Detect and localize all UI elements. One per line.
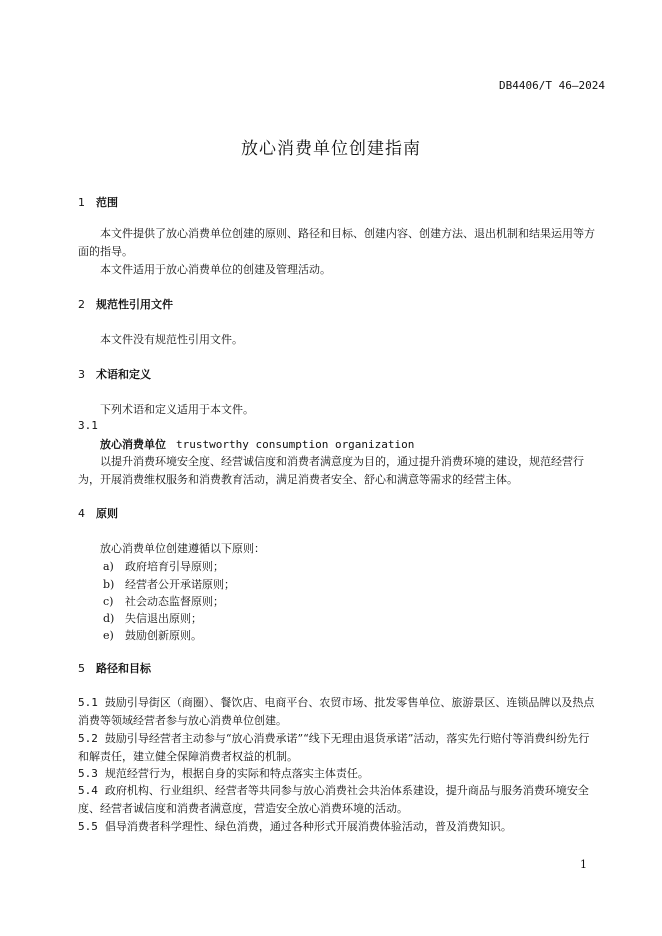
section-2-heading	[78, 296, 173, 312]
section-number: 1	[78, 196, 85, 209]
list-text: 失信退出原则；	[125, 612, 202, 625]
clause-text: 规范经营行为，根据自身的实际和特点落实主体责任。	[104, 767, 369, 780]
clause-number: 5.2	[78, 732, 98, 745]
section-number: 2	[78, 298, 85, 311]
list-text: 经营者公开承诺原则；	[125, 578, 235, 591]
clause-5-5	[78, 818, 600, 836]
term-definition: 以提升消费环境安全度、经营诚信度和消费者满意度为目的，通过提升消费环境的建设，规范经营行为，开展消费维权服务和消费教育活动，满足消费者安全、舒心和满意等需求的经营主体。	[78, 455, 584, 486]
section-3-heading	[78, 366, 151, 382]
list-label: b)	[103, 578, 115, 591]
clause-number: 5.4	[78, 784, 98, 797]
page-number: 1	[580, 858, 587, 871]
list-text: 鼓励创新原则。	[125, 629, 202, 642]
scope-paragraph-2: 本文件适用于放心消费单位的创建及管理活动。	[100, 263, 331, 276]
terms-intro: 下列术语和定义适用于本文件。	[100, 403, 254, 416]
list-item	[103, 576, 235, 592]
clause-number: 5.5	[78, 820, 98, 833]
list-item	[103, 627, 202, 643]
list-label: d)	[103, 612, 115, 625]
section-number: 4	[78, 507, 85, 520]
section-title: 规范性引用文件	[96, 298, 173, 311]
normative-references-paragraph: 本文件没有规范性引用文件。	[100, 333, 243, 346]
document-id: DB4406/T 46—2024	[499, 79, 605, 92]
section-5-heading	[78, 660, 151, 676]
term-number: 3.1	[78, 419, 98, 432]
term-entry	[100, 436, 414, 452]
section-title: 原则	[96, 507, 118, 520]
clause-5-1	[78, 694, 600, 730]
clause-5-3	[78, 765, 600, 783]
list-item	[103, 558, 224, 574]
principles-intro: 放心消费单位创建遵循以下原则：	[100, 542, 265, 555]
section-1-heading	[78, 194, 118, 210]
section-title: 路径和目标	[96, 662, 151, 675]
term-chinese: 放心消费单位	[100, 438, 166, 451]
page-title: 放心消费单位创建指南	[241, 139, 421, 159]
clause-5-2	[78, 730, 600, 766]
clause-text: 鼓励引导街区（商圈）、餐饮店、电商平台、农贸市场、批发零售单位、旅游景区、连锁品牌以及热点消费等领域经营者参与放心消费单位创建。	[78, 696, 595, 727]
clause-text: 倡导消费者科学理性、绿色消费，通过各种形式开展消费体验活动，普及消费知识。	[104, 820, 512, 833]
list-item	[103, 610, 202, 626]
list-label: c)	[103, 595, 114, 608]
clause-number: 5.3	[78, 767, 98, 780]
clause-number: 5.1	[78, 696, 98, 709]
section-title: 术语和定义	[96, 368, 151, 381]
list-text: 社会动态监督原则；	[125, 595, 224, 608]
section-number: 3	[78, 368, 85, 381]
scope-paragraph-1: 本文件提供了放心消费单位创建的原则、路径和目标、创建内容、创建方法、退出机制和结果运用等方面的指导。	[78, 227, 595, 258]
section-number: 5	[78, 662, 85, 675]
clause-text: 鼓励引导经营者主动参与“放心消费承诺”“线下无理由退货承诺”活动，落实先行赔付等消费纠纷先行和解责任，建立健全保障消费者权益的机制。	[78, 732, 590, 763]
list-label: a)	[103, 560, 114, 573]
clause-5-4	[78, 782, 600, 818]
clause-text: 政府机构、行业组织、经营者等共同参与放心消费社会共治体系建设，提升商品与服务消费环境安全度、经营者诚信度和消费者满意度，营造安全放心消费环境的活动。	[78, 784, 589, 815]
section-title: 范围	[96, 196, 118, 209]
section-4-heading	[78, 505, 118, 521]
list-label: e)	[103, 629, 114, 642]
term-english: trustworthy consumption organization	[176, 438, 415, 451]
list-text: 政府培育引导原则；	[125, 560, 224, 573]
list-item	[103, 593, 224, 609]
